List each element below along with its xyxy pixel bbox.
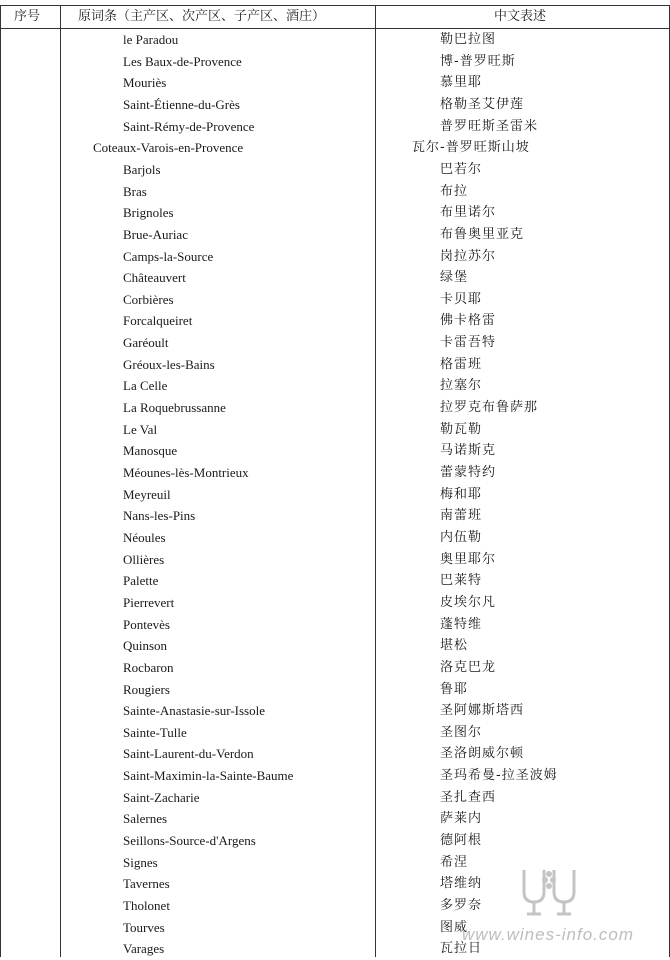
header-original: 原词条（主产区、次产区、子产区、酒庄） — [78, 9, 326, 24]
cell-original-name: Tourves — [123, 919, 165, 935]
cell-chinese-name: 南蕾班 — [440, 508, 483, 524]
cell-chinese-name: 瓦拉日 — [440, 941, 483, 957]
cell-original-name: Quinson — [123, 638, 168, 654]
cell-original-name: Nans-les-Pins — [123, 508, 196, 524]
cell-chinese-name: 多罗奈 — [440, 898, 483, 913]
cell-original-name: Saint-Laurent-du-Verdon — [123, 746, 254, 762]
cell-chinese-name: 绿堡 — [440, 270, 469, 286]
cell-chinese-name: 岗拉苏尔 — [440, 248, 497, 264]
cell-original-name: Manosque — [123, 443, 178, 459]
cell-original-name: Rocbaron — [123, 659, 174, 675]
table-row — [0, 484, 670, 506]
cell-original-name: Ollières — [123, 551, 165, 567]
cell-original-name: Pontevès — [123, 616, 170, 632]
cell-chinese-name: 塔维纳 — [440, 876, 483, 892]
cell-original-name: Brue-Auriac — [123, 226, 188, 242]
cell-original-name: Gréoux-les-Bains — [123, 356, 215, 372]
table-row — [0, 722, 670, 744]
cell-chinese-name: 卡雷吾特 — [440, 335, 497, 351]
cell-chinese-name: 马诺斯克 — [440, 443, 497, 459]
cell-original-name: Méounes-lès-Montrieux — [123, 465, 249, 480]
table-row — [0, 462, 670, 484]
cell-chinese-name: 圣图尔 — [440, 724, 483, 740]
wine-glasses-logo-icon — [514, 866, 584, 918]
cell-chinese-name: 洛克巴龙 — [440, 659, 497, 675]
cell-chinese-name: 卡贝耶 — [440, 291, 483, 307]
cell-original-name: Châteauvert — [123, 270, 186, 286]
cell-original-name: Seillons-Source-d'Argens — [123, 833, 256, 849]
cell-original-name: Rougiers — [123, 681, 170, 697]
table-row — [0, 679, 670, 701]
cell-chinese-name: 皮埃尔凡 — [440, 594, 497, 610]
cell-chinese-name: 格雷班 — [440, 356, 483, 372]
cell-chinese-name: 普罗旺斯圣雷米 — [440, 118, 539, 134]
cell-chinese-name: 格勒圣艾伊莲 — [440, 96, 525, 112]
cell-original-name: Saint-Étienne-du-Grès — [123, 96, 240, 112]
cell-original-name: La Celle — [123, 378, 168, 394]
cell-original-name: Garéoult — [123, 335, 169, 351]
cell-original-name: Salernes — [123, 811, 168, 827]
header-index: 序号 — [14, 9, 41, 24]
cell-original-name: Sainte-Tulle — [123, 724, 187, 740]
cell-chinese-name: 奥里耶尔 — [440, 551, 497, 567]
cell-chinese-name: 图威 — [440, 919, 469, 935]
cell-original-name: Forcalqueiret — [123, 313, 193, 329]
cell-chinese-name: 布里诺尔 — [440, 205, 497, 221]
header-chinese: 中文表述 — [494, 9, 547, 24]
cell-original-name: Palette — [123, 573, 159, 589]
cell-original-name: Saint-Maximin-la-Sainte-Baume — [123, 768, 294, 784]
cell-chinese-name: 勒巴拉图 — [440, 32, 497, 47]
table-row — [0, 289, 670, 311]
table-row — [0, 787, 670, 809]
cell-chinese-name: 拉罗克布鲁萨那 — [440, 400, 539, 416]
cell-chinese-name: 慕里耶 — [440, 75, 483, 91]
cell-chinese-name: 博-普罗旺斯 — [440, 53, 516, 69]
table-row — [0, 267, 670, 289]
cell-chinese-name: 鲁耶 — [440, 681, 469, 697]
table-row — [0, 246, 670, 268]
cell-original-name: Le Val — [123, 421, 158, 437]
cell-original-name: Pierrevert — [123, 594, 175, 610]
watermark-text: www.wines-info.com — [462, 925, 634, 944]
cell-chinese-name: 巴若尔 — [440, 161, 483, 177]
table-row — [0, 808, 670, 830]
table-row — [0, 29, 670, 51]
table-row — [0, 159, 670, 181]
table-row — [0, 181, 670, 203]
cell-original-name: le Paradou — [123, 32, 179, 47]
cell-chinese-name: 布鲁奥里亚克 — [440, 226, 525, 242]
cell-original-name: Les Baux-de-Provence — [123, 53, 242, 69]
cell-original-name: Varages — [123, 941, 165, 957]
table-row — [0, 592, 670, 614]
cell-original-name: Coteaux-Varois-en-Provence — [93, 140, 244, 156]
cell-chinese-name: 堪松 — [440, 638, 469, 654]
cell-original-name: La Roquebrussanne — [123, 400, 226, 416]
cell-chinese-name: 圣扎查西 — [440, 789, 497, 805]
table-row — [0, 635, 670, 657]
cell-chinese-name: 布拉 — [440, 183, 469, 199]
cell-chinese-name: 蕾蒙特约 — [440, 465, 497, 480]
cell-original-name: Néoules — [123, 529, 166, 545]
cell-chinese-name: 蓬特维 — [440, 616, 483, 632]
cell-original-name: Corbières — [123, 291, 174, 307]
table-row — [0, 830, 670, 852]
table-row — [0, 397, 670, 419]
cell-chinese-name: 希涅 — [440, 854, 469, 870]
cell-original-name: Barjols — [123, 161, 161, 177]
cell-original-name: Bras — [123, 183, 147, 199]
cell-chinese-name: 拉塞尔 — [440, 378, 483, 394]
cell-chinese-name: 圣阿娜斯塔西 — [440, 703, 525, 719]
table-row — [0, 440, 670, 462]
cell-chinese-name: 佛卡格雷 — [440, 313, 497, 329]
table-row — [0, 743, 670, 765]
cell-original-name: Saint-Zacharie — [123, 789, 200, 805]
table-row — [0, 94, 670, 116]
table-row — [0, 419, 670, 441]
table-row — [0, 72, 670, 94]
table-row — [0, 332, 670, 354]
cell-chinese-name: 内伍勒 — [440, 529, 483, 545]
table-row — [0, 657, 670, 679]
cell-chinese-name: 萨莱内 — [440, 811, 483, 827]
cell-original-name: Brignoles — [123, 205, 174, 221]
cell-chinese-name: 德阿根 — [440, 833, 483, 849]
cell-original-name: Camps-la-Source — [123, 248, 214, 264]
cell-original-name: Meyreuil — [123, 486, 171, 502]
cell-chinese-name: 勒瓦勒 — [440, 421, 483, 437]
table-row — [0, 354, 670, 376]
table-row — [0, 310, 670, 332]
table-row — [0, 765, 670, 787]
cell-chinese-name: 瓦尔-普罗旺斯山坡 — [412, 140, 530, 156]
table-row — [0, 116, 670, 138]
table-row — [0, 549, 670, 571]
table-row — [0, 137, 670, 159]
table-row — [0, 614, 670, 636]
cell-chinese-name: 圣玛希曼-拉圣波姆 — [440, 768, 558, 784]
cell-original-name: Saint-Rémy-de-Provence — [123, 118, 255, 134]
table-row — [0, 202, 670, 224]
table-row — [0, 375, 670, 397]
table-row — [0, 527, 670, 549]
cell-chinese-name: 圣洛朗威尔顿 — [440, 746, 525, 762]
cell-original-name: Tavernes — [123, 876, 170, 892]
cell-chinese-name: 梅和耶 — [440, 486, 483, 502]
table-row — [0, 505, 670, 527]
cell-original-name: Signes — [123, 854, 158, 870]
table-row — [0, 570, 670, 592]
cell-original-name: Tholonet — [123, 898, 170, 913]
table-row — [0, 224, 670, 246]
cell-chinese-name: 巴莱特 — [440, 573, 483, 589]
table-row — [0, 51, 670, 73]
table-row — [0, 700, 670, 722]
cell-original-name: Mouriès — [123, 75, 167, 91]
cell-original-name: Sainte-Anastasie-sur-Issole — [123, 703, 265, 719]
